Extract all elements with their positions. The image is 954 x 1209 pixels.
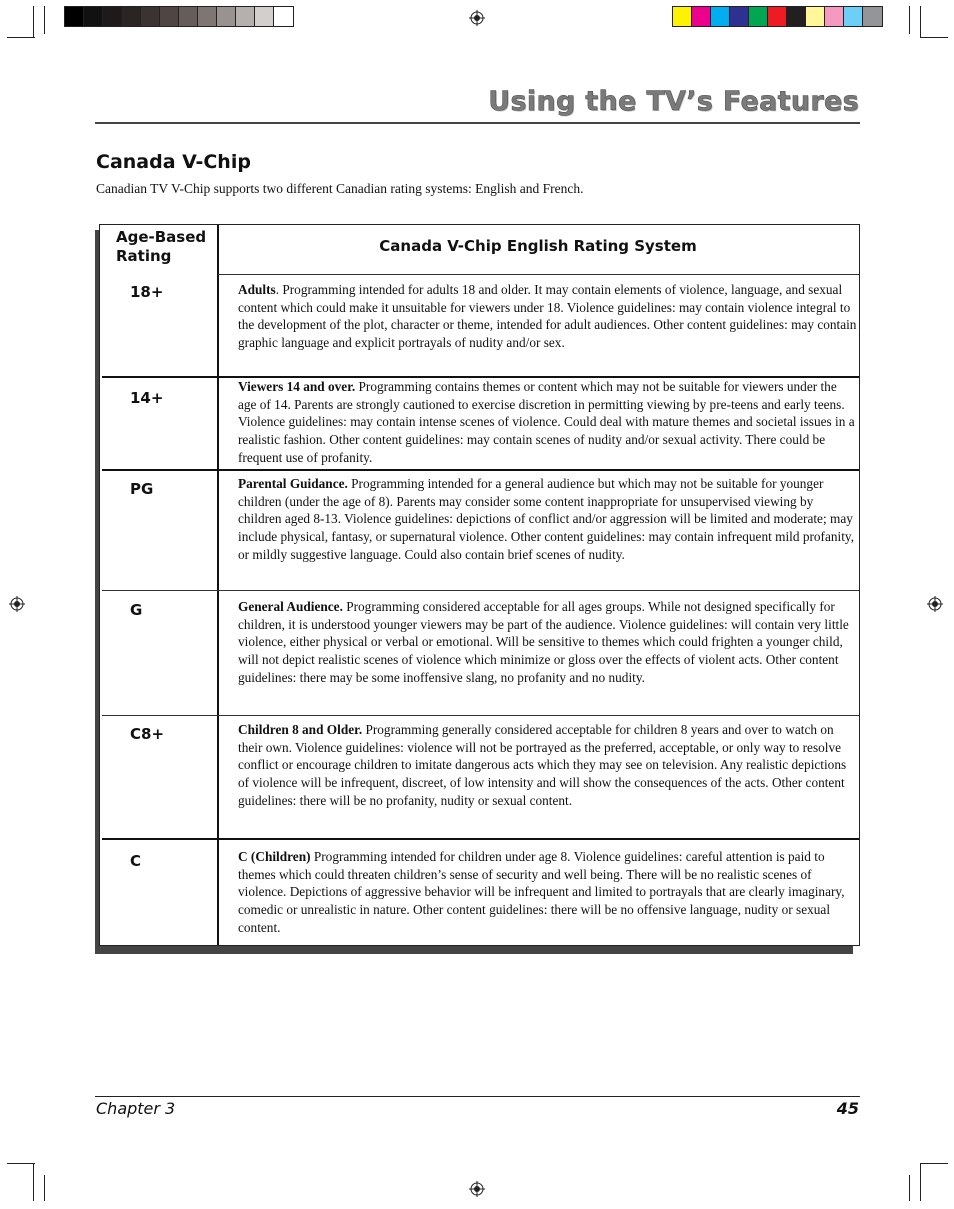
row-divider <box>102 469 859 471</box>
title-divider <box>95 122 860 124</box>
registration-mark-icon <box>469 10 485 26</box>
color-swatch <box>255 7 274 26</box>
column-divider <box>217 225 219 945</box>
color-swatch <box>65 7 84 26</box>
row-divider <box>102 590 859 591</box>
color-swatch <box>768 7 787 26</box>
rating-description: Viewers 14 and over. Programming contains themes or content which may not be suitable for viewers under the age of 14. Parents are strongly cautioned to exercise discretion in permitting viewing by pre-teens and early teens. Violence guidelines: may contain intense scenes of violence. Could deal with mature themes and societal issues in a realistic fashion. Other content guidelines: may contain scenes of nudity and/or sexual activity. There could be frequent use of profanity. <box>238 379 855 465</box>
rating-description: General Audience. Programming considered acceptable for all ages groups. While not designed specifically for children, it is understood younger viewers may be part of the audience. Violence guidelines: will contain very little violence, either physical or verbal or emotional. Will be sensitive to themes which could frighten a younger child, will not depict realistic scenes of violence which minimize or gloss over the effects of violent acts. Other content guidelines: there may be some inoffensive slang, no profanity and no nudity. <box>238 599 849 685</box>
footer-divider <box>95 1096 860 1097</box>
rating-label: PG <box>130 480 154 498</box>
color-swatch <box>160 7 179 26</box>
color-swatch <box>179 7 198 26</box>
intro-paragraph: Canadian TV V-Chip supports two different Canadian rating systems: English and French. <box>96 181 584 196</box>
rating-label: 14+ <box>130 389 164 407</box>
color-swatch <box>103 7 122 26</box>
color-swatch <box>692 7 711 26</box>
row-divider <box>102 838 859 840</box>
color-swatch <box>825 7 844 26</box>
page-number: 45 <box>836 1099 859 1118</box>
rating-label: C <box>130 852 142 870</box>
row-divider <box>102 715 859 716</box>
color-swatch <box>711 7 730 26</box>
color-swatch <box>749 7 768 26</box>
color-swatch <box>844 7 863 26</box>
registration-mark-icon <box>9 596 25 612</box>
color-swatch <box>730 7 749 26</box>
registration-mark-icon <box>469 1181 485 1197</box>
color-swatch <box>236 7 255 26</box>
column-header-age-rating: Age-Based Rating <box>116 228 207 265</box>
section-heading: Canada V-Chip <box>96 151 251 173</box>
rating-description: Adults. Programming intended for adults 18 and older. It may contain elements of violence, language, and sexual content which could make it unsuitable for viewers under 18. Violence guidelines: may contain violence integral to the development of the plot, character or theme, intended for adult audiences. Other content guidelines: may contain graphic language and explicit portrayals of nudity and/or sex. <box>238 282 857 351</box>
color-swatch <box>217 7 236 26</box>
rating-label: 18+ <box>130 283 164 301</box>
color-swatch <box>122 7 141 26</box>
color-swatch <box>274 7 293 26</box>
chapter-label: Chapter 3 <box>96 1099 176 1118</box>
registration-mark-icon <box>927 596 943 612</box>
gray-color-bar <box>64 6 294 27</box>
color-swatch <box>141 7 160 26</box>
header-divider <box>218 274 859 275</box>
color-swatch <box>198 7 217 26</box>
rating-description: Parental Guidance. Programming intended for a general audience but which may not be suitable for younger children (under the age of 8). Parents may consider some content inappropriate for unsupervised viewing by children aged 8-13. Violence guidelines: depictions of conflict and/or aggression will be limited and moderate; may include physical, fantasy, or supernatural violence. Other content guidelines: may contain infrequent mild profanity, or mildly suggestive language. Could also contain brief scenes of nudity. <box>238 476 855 562</box>
rating-description: C (Children) Programming intended for children under age 8. Violence guidelines: careful attention is paid to themes which could threaten children’s sense of security and well being. There will be no realistic scenes of violence. Depictions of aggressive behavior will be infrequent and limited to portrayals that are clearly imaginary, comedic or unrealistic in nature. Other content guidelines: there will be no offensive language, nudity or sexual content. <box>238 849 845 935</box>
page-title: Using the TV’s Features <box>488 86 859 117</box>
color-swatch <box>673 7 692 26</box>
color-swatch <box>787 7 806 26</box>
color-swatch <box>863 7 882 26</box>
color-swatch <box>84 7 103 26</box>
column-header-rating-system: Canada V-Chip English Rating System <box>379 237 697 255</box>
rating-description: Children 8 and Older. Programming generally considered acceptable for children 8 years and over to watch on their own. Violence guidelines: violence will not be portrayed as the preferred, acceptable, or only way to resolve conflict or encourage children to imitate dangerous acts which they may see on television. Any realistic depictions of violence will be infrequent, discreet, of low intensity and will show the consequences of the acts. Other content guidelines: there will be no profanity, nudity or sexual content. <box>238 722 847 808</box>
rating-label: C8+ <box>130 725 165 743</box>
color-swatch <box>806 7 825 26</box>
cmyk-color-bar <box>672 6 883 27</box>
rating-table <box>99 224 860 946</box>
rating-label: G <box>130 601 143 619</box>
